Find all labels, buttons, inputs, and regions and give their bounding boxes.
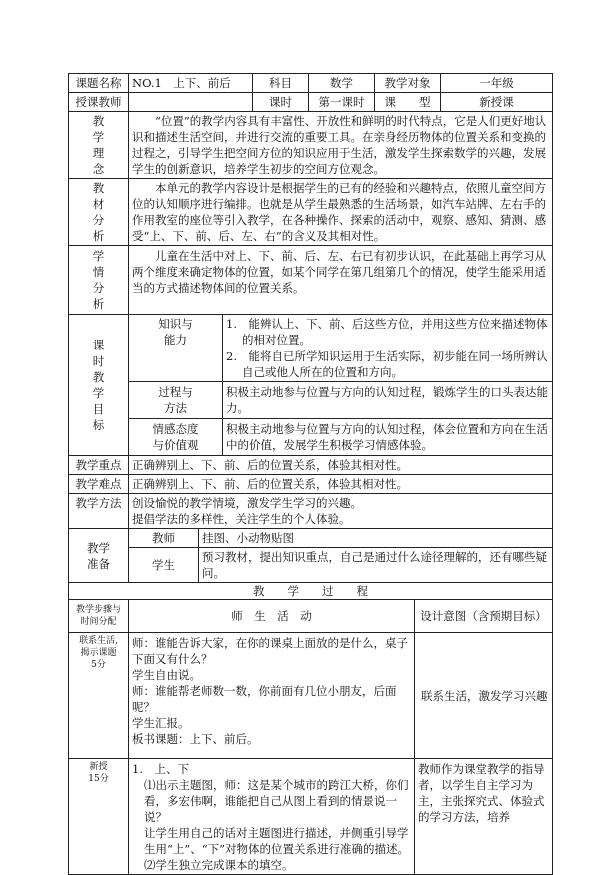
method-item-1: 创设愉悦的教学情境，激发学生学习的兴趣。 <box>132 496 362 510</box>
step-row-1 <box>69 633 553 759</box>
concept-text: “位置”的教学内容具有丰富性、开放性和鲜明的时代特点，它是人们更好地认识和描述生活空间，并进行交流的重要工具。在亲身经历物体的位置关系和变换的过程之，引导学生把空间方位的知识应用于生活，激发学生探索数学的兴趣，发展学生的创新意识，培养学生初步的空间方位观念。 <box>129 112 553 179</box>
knowledge-item-2: 2. 能将自已所学知识运用于生活实际，初步能在同一场所辨认自己或他人所在的位置和方向。 <box>226 349 548 379</box>
method-row <box>69 494 553 529</box>
topic-label: 课题名称 <box>69 74 129 93</box>
col-step-header: 教学步骤与 时间分配 <box>69 600 129 633</box>
col-intent-header: 设计意图（含预期目标） <box>415 600 553 633</box>
process-title-row <box>69 583 553 600</box>
step-2-intent: 教师作为课堂教学的指导者，以学生自主学习为主，主张探究式、体验式的学习方法，培养 <box>415 759 553 875</box>
subject-label: 科目 <box>253 74 309 93</box>
objectives-label: 课 时 教 学 目 标 <box>69 315 129 456</box>
students-row <box>69 246 553 315</box>
audience-label: 教学对象 <box>375 74 441 93</box>
step-2-line-1: 1. 上、下 <box>132 762 189 776</box>
method-item-2: 提倡学法的多样性，关注学生的个人体验。 <box>132 512 351 526</box>
students-text: 儿童在生活中对上、下、前、后、左、右已有初步认识，在此基础上再学习从两个维度来确定物体的位置，如某个同学在第几组第几个的情况，使学生能采用适当的方式描述物体间的位置关系。 <box>129 246 553 315</box>
col-activity-header: 师 生 活 动 <box>129 600 415 633</box>
step-1-intent: 联系生活，激发学习兴趣 <box>415 633 553 759</box>
difficulty-label: 教学难点 <box>69 475 129 494</box>
material-text: 本单元的教学内容设计是根据学生的已有的经验和兴趣特点，依照儿童空间方位的认知顺序进行编排。也就是从学生最熟悉的生活场景，如汽车站牌、左右手的作用教室的座位等引入教学，在各种操作、探索的活动中，观察、感知、猜测、感受“上、下、前、后、左、右”的含义及其相对性。 <box>129 179 553 246</box>
prep-student-text: 预习教材，提出知识重点，自己是通过什么途径理解的，还有哪些疑问。 <box>199 548 553 583</box>
material-row <box>69 179 553 246</box>
material-label: 教 材 分 析 <box>69 179 129 246</box>
audience-value: 一年级 <box>441 74 553 93</box>
method-label: 教学方法 <box>69 494 129 529</box>
subject-value: 数学 <box>309 74 375 93</box>
type-label: 课 型 <box>375 93 441 112</box>
emotion-text: 积极主动地参与位置与方向的认知过程，体会位置和方向在生活中的价值，发展学生积极学习情感体验。 <box>223 419 553 456</box>
objective-emotion-row <box>69 419 553 456</box>
step-row-2 <box>69 759 553 875</box>
prep-label: 教学 准备 <box>69 529 129 583</box>
students-label: 学 情 分 析 <box>69 246 129 315</box>
step-2-label: 新授 15分 <box>69 759 129 875</box>
period-value: 第一课时 <box>309 93 375 112</box>
knowledge-item-1: 1. 能辨认上、下、前、后这些方位，并用这些方位来描述物体的相对位置。 <box>226 317 548 347</box>
objective-knowledge-row <box>69 315 553 382</box>
prep-student-row <box>69 548 553 583</box>
difficulty-text: 正确辨别上、下、前、后的位置关系，体验其相对性。 <box>129 475 553 494</box>
key-point-label: 教学重点 <box>69 456 129 475</box>
key-point-row <box>69 456 553 475</box>
step-1-line-2: 学生自由说。 <box>132 668 201 682</box>
topic-value: NO.1 上下、前后 <box>129 74 253 93</box>
teacher-value <box>129 93 253 112</box>
process-title: 教 学 过 程 <box>69 583 553 600</box>
prep-teacher-text: 挂图、小动物贴图 <box>199 529 553 548</box>
knowledge-text <box>223 315 553 382</box>
prep-student-label: 学生 <box>129 548 199 583</box>
process-label: 过程与 方法 <box>129 382 223 419</box>
concept-row <box>69 112 553 179</box>
step-2-line-3: 让学生用自己的话对主题图进行描述，并侧重引导学生用“上”、“下”对物体的位置关系进行准确的描述。 <box>144 826 410 856</box>
prep-teacher-label: 教师 <box>129 529 199 548</box>
concept-label: 教 学 理 念 <box>69 112 129 179</box>
key-point-text: 正确辨别上、下、前、后的位置关系，体验其相对性。 <box>129 456 553 475</box>
method-text <box>129 494 553 529</box>
header-row-1 <box>69 74 553 93</box>
step-2-line-4: ⑵学生独立完成课本的填空。 <box>144 858 294 872</box>
step-2-line-2: ⑴出示主题图，师：这是某个城市的跨江大桥，你们看，多宏伟啊，谁能把自己从图上看到的情景说一说？ <box>144 778 409 824</box>
difficulty-row <box>69 475 553 494</box>
step-2-activity <box>129 759 415 875</box>
step-1-activity <box>129 633 415 759</box>
teacher-label: 授课教师 <box>69 93 129 112</box>
header-row-2 <box>69 93 553 112</box>
type-value: 新授课 <box>441 93 553 112</box>
lesson-plan-table <box>68 73 553 875</box>
process-text: 积极主动地参与位置与方向的认知过程，锻炼学生的口头表达能力。 <box>223 382 553 419</box>
process-header-row <box>69 600 553 633</box>
step-1-line-1: 师：谁能告诉大家，在你的课桌上面放的是什么，桌子下面又有什么？ <box>132 636 408 666</box>
prep-teacher-row <box>69 529 553 548</box>
step-1-line-5: 板书课题：上下、前后。 <box>132 732 259 746</box>
objective-process-row <box>69 382 553 419</box>
step-1-line-4: 学生汇报。 <box>132 716 190 730</box>
step-1-label: 联系生活, 揭示课题 5分 <box>69 633 129 759</box>
step-1-line-3: 师：谁能帮老师数一数，你前面有几位小朋友，后面呢？ <box>132 684 397 714</box>
period-label: 课时 <box>253 93 309 112</box>
knowledge-label: 知识与 能力 <box>129 315 223 382</box>
emotion-label: 情感态度 与价值观 <box>129 419 223 456</box>
